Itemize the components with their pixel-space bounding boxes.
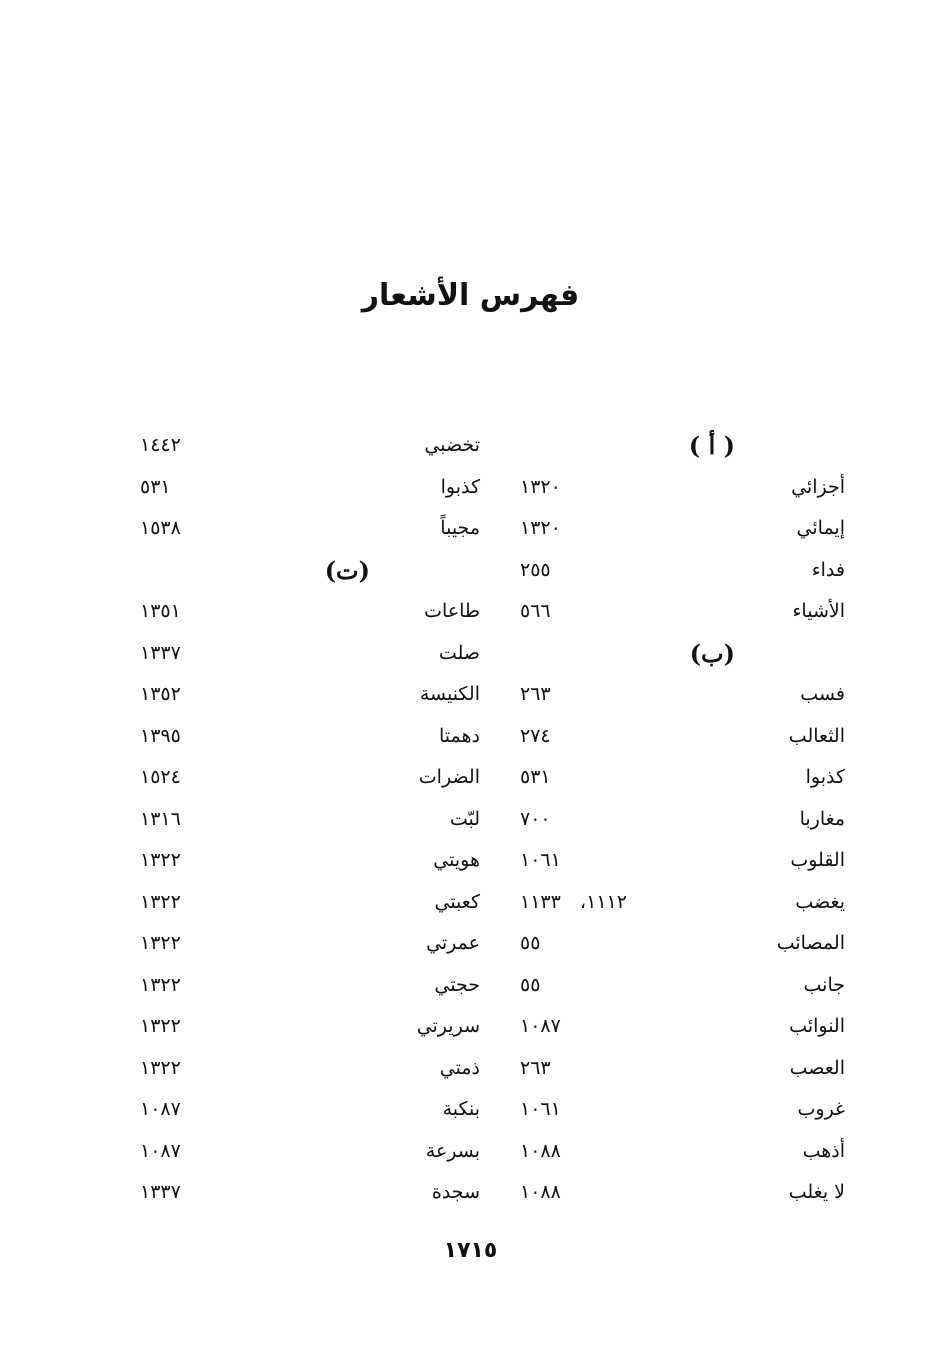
letter-heading-row [520,425,845,467]
index-entry-row [140,965,480,1007]
letter-heading-row [140,550,480,592]
entry-page-ref: ١٣٢٢ [140,890,181,913]
entry-page-ref: ١٣٢٠ [520,517,561,539]
entry-word: تخضبي [424,434,480,456]
entry-word: الأشياء [792,600,845,622]
entry-page-ref: ١٠٦١ [520,1098,561,1120]
entry-page-ref: ١٣٩٥ [140,724,181,747]
index-entry-row [140,467,480,509]
entry-page-ref: ١٣٢٢ [140,1015,181,1037]
entry-word: عمرتي [426,932,480,954]
entry-word: ذمتي [439,1056,480,1079]
entry-page-ref: ١٠٨٧ [140,1139,181,1162]
entry-page-ref: ٢٧٤ [520,724,551,747]
right-column [520,425,845,1214]
entry-page-ref: ١٠٨٨ [520,1139,561,1162]
index-entry-row [520,1172,845,1214]
index-entry-row [520,1006,845,1048]
index-entry-row [140,1048,480,1090]
index-entry-row [140,425,480,467]
entry-word: غروب [797,1098,845,1120]
index-entry-row [520,1131,845,1173]
index-entry-row [140,1089,480,1131]
index-entry-row [140,799,480,841]
entry-word: سريرتي [416,1015,480,1037]
entry-page-ref: ٥٥ [520,973,541,996]
entry-page-ref: ٥٥ [520,932,541,954]
entry-page-ref: ١٥٣٨ [140,517,181,539]
index-entry-row [140,840,480,882]
index-entry-row [140,882,480,924]
entry-word: لبّت [449,807,480,830]
entry-page-ref: ١٣٣٧ [140,1181,181,1203]
entry-word: بنكبة [442,1098,480,1120]
index-columns [0,425,941,1225]
entry-word: بسرعة [425,1139,480,1162]
entry-word: كعبتي [434,890,480,913]
entry-page-ref: ٢٦٣ [520,1056,551,1079]
entry-page-ref: ٥٣١ [140,475,171,498]
index-entry-row [520,1089,845,1131]
entry-page-ref: ١٠٨٧ [140,1098,181,1120]
letter-heading-row [520,633,845,675]
entry-word: مجيباً [440,517,480,539]
entry-page-ref: ١٣٢٢ [140,932,181,954]
index-entry-row [140,1172,480,1214]
index-entry-row [520,757,845,799]
letter-heading: (ب) [689,638,735,668]
index-entry-row [520,716,845,758]
entry-word: حجتي [434,973,480,996]
entry-page-ref: ١٠٨٨ [520,1181,561,1203]
entry-word: كذبوا [805,766,845,788]
index-entry-row [520,674,845,716]
entry-page-ref: ١٠٦١ [520,849,561,871]
entry-word: جانب [803,973,845,996]
entry-word: هويتي [433,849,480,871]
index-entry-row [520,467,845,509]
index-entry-row [520,965,845,1007]
entry-word: الثعالب [788,724,845,747]
entry-word: أذهب [802,1139,845,1162]
entry-page-ref: ١٣٢٢ [140,973,181,996]
index-entry-row [140,757,480,799]
left-column [140,425,480,1214]
letter-heading: (ت) [324,555,370,585]
entry-page-ref: ١١٣٣ [520,890,561,913]
entry-word: فسب [800,683,845,705]
index-entry-row [140,591,480,633]
index-entry-row [140,923,480,965]
entry-page-ref: ٥٦٦ [520,600,551,622]
entry-page-ref-extra: ١١١٢، [580,890,627,913]
entry-page-ref: ١٣٢٠ [520,475,561,498]
entry-page-ref: ١٣٥٢ [140,683,181,705]
index-entry-row [140,508,480,550]
page-title: فهرس الأشعار [361,278,580,313]
entry-page-ref: ٥٣١ [520,766,551,788]
page-number: ١٧١٥ [443,1238,498,1263]
entry-word: أجزائي [791,475,845,498]
entry-page-ref: ١٥٢٤ [140,766,181,788]
entry-word: النوائب [789,1015,845,1037]
entry-page-ref: ٢٦٣ [520,683,551,705]
index-entry-row [520,591,845,633]
entry-word: القلوب [790,849,845,871]
entry-word: لا يغلب [788,1181,845,1203]
index-entry-row [520,923,845,965]
entry-page-ref: ١٣٢٢ [140,849,181,871]
index-entry-row [520,1048,845,1090]
entry-word: سجدة [431,1181,480,1203]
entry-page-ref: ١٣١٦ [140,807,181,830]
index-entry-row [520,508,845,550]
index-entry-row [140,674,480,716]
entry-word: يغضب [795,890,845,913]
entry-word: العصب [789,1056,845,1079]
entry-word: صلت [438,641,480,664]
index-entry-row [140,1131,480,1173]
entry-page-ref: ٧٠٠ [520,807,551,830]
entry-word: مغاربا [799,807,845,830]
entry-page-ref: ١٣٢٢ [140,1056,181,1079]
index-entry-row [520,550,845,592]
index-entry-row [520,799,845,841]
entry-word: إيمائي [796,517,845,539]
index-entry-row [140,633,480,675]
entry-word: دهمتا [439,724,480,747]
entry-word: المصائب [776,932,845,954]
index-entry-row [520,840,845,882]
entry-page-ref: ١٤٤٢ [140,434,181,456]
entry-page-ref: ٢٥٥ [520,558,551,581]
index-entry-row [140,716,480,758]
entry-page-ref: ١٠٨٧ [520,1015,561,1037]
entry-word: طاعات [424,600,480,622]
entry-page-ref: ١٣٥١ [140,600,181,622]
entry-word: فداء [811,558,845,581]
entry-word: الضرات [418,766,480,788]
entry-word: الكنيسة [419,683,480,705]
index-entry-row [140,1006,480,1048]
letter-heading: ( أ ) [688,431,735,460]
entry-page-ref: ١٣٣٧ [140,641,181,664]
entry-word: كذبوا [440,475,480,498]
index-entry-row [520,882,845,924]
